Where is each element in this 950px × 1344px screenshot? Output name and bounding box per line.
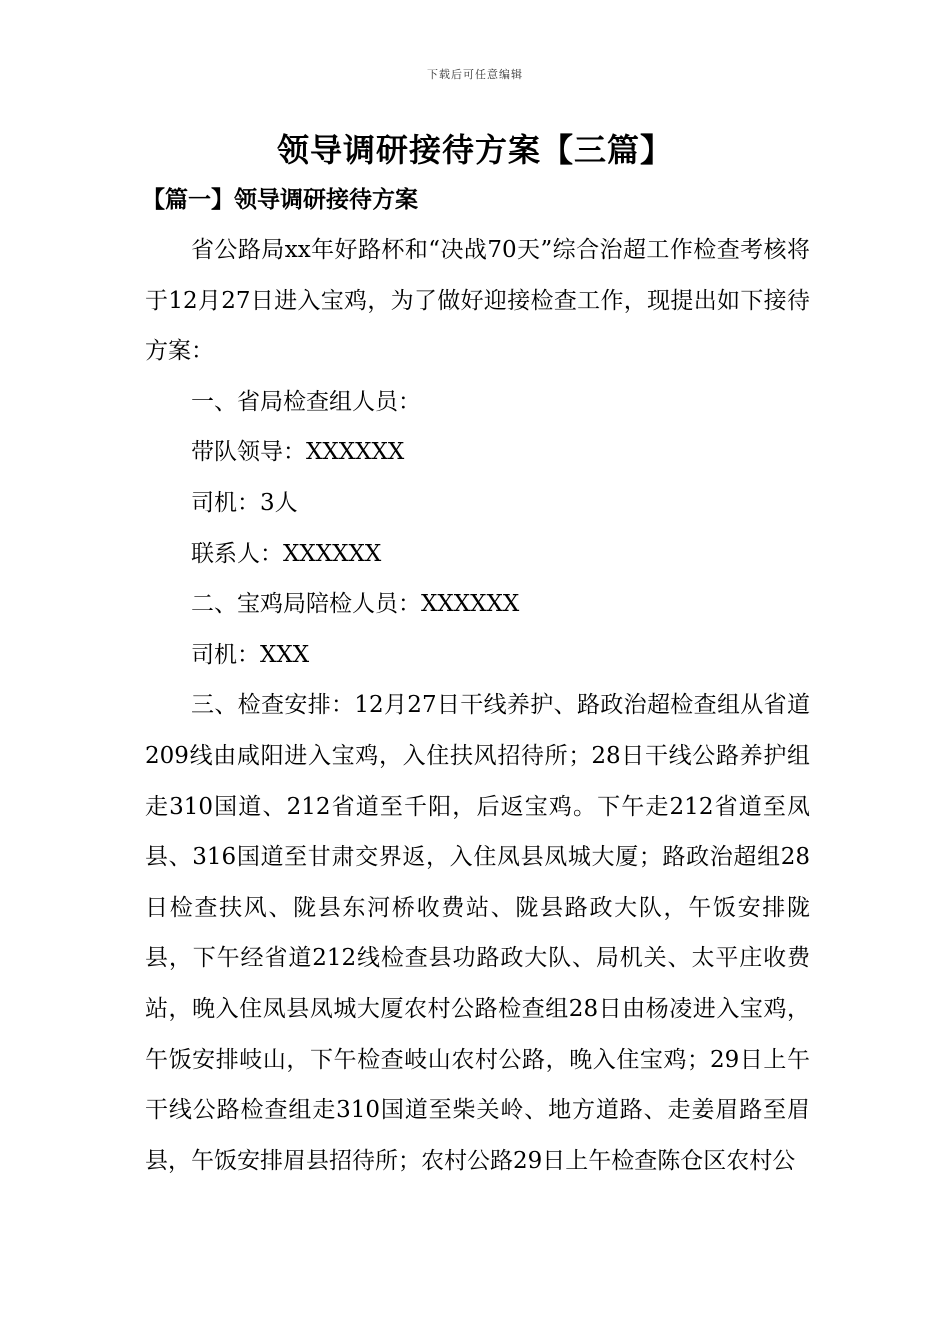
part3-paragraph: 三、检查安排：12月27日干线养护、路政治超检查组从省道209线由咸阳进入宝鸡，入住扶风招待所；28日干线公路养护组走310国道、212省道至千阳，后返宝鸡。下午走212省道至凤县、316国道至甘肃交界返，入住凤县凤城大厦；路政治超组28日检查扶风、陇县东河桥收费站、陇县路政大队，午饭安排陇县，下午经省道212线检查县功路政大队、局机关、太平庄收费站，晚入住凤县凤城大厦农村公路检查组28日由杨凌进入宝鸡，午饭安排岐山，下午检查岐山农村公路，晚入住宝鸡；29日上午干线公路检查组走310国道至柴关岭、地方道路、走姜眉路至眉县，午饭安排眉县招待所；农村公路29日上午检查陈仓区农村公 [145, 692, 810, 1174]
part1-title: 一、省局检查组人员： [191, 388, 421, 415]
document-title: 领导调研接待方案【三篇】 [276, 131, 673, 169]
part2-title: 二、宝鸡局陪检人员：XXXXXX [191, 591, 520, 618]
intro-paragraph: 省公路局xx年好路杯和“决战70天”综合治超工作检查考核将于12月27日进入宝鸡，为了做好迎接检查工作，现提出如下接待方案： [145, 237, 810, 365]
header-note: 下载后可任意编辑 [427, 68, 523, 81]
section-heading: 【篇一】领导调研接待方案 [142, 186, 418, 213]
leader-line: 带队领导：XXXXXX [191, 439, 405, 466]
driver-name-line: 司机：XXX [191, 641, 310, 668]
document-body [145, 225, 810, 1186]
driver-count-line: 司机：3人 [191, 489, 298, 516]
contact-line: 联系人：XXXXXX [191, 540, 382, 567]
